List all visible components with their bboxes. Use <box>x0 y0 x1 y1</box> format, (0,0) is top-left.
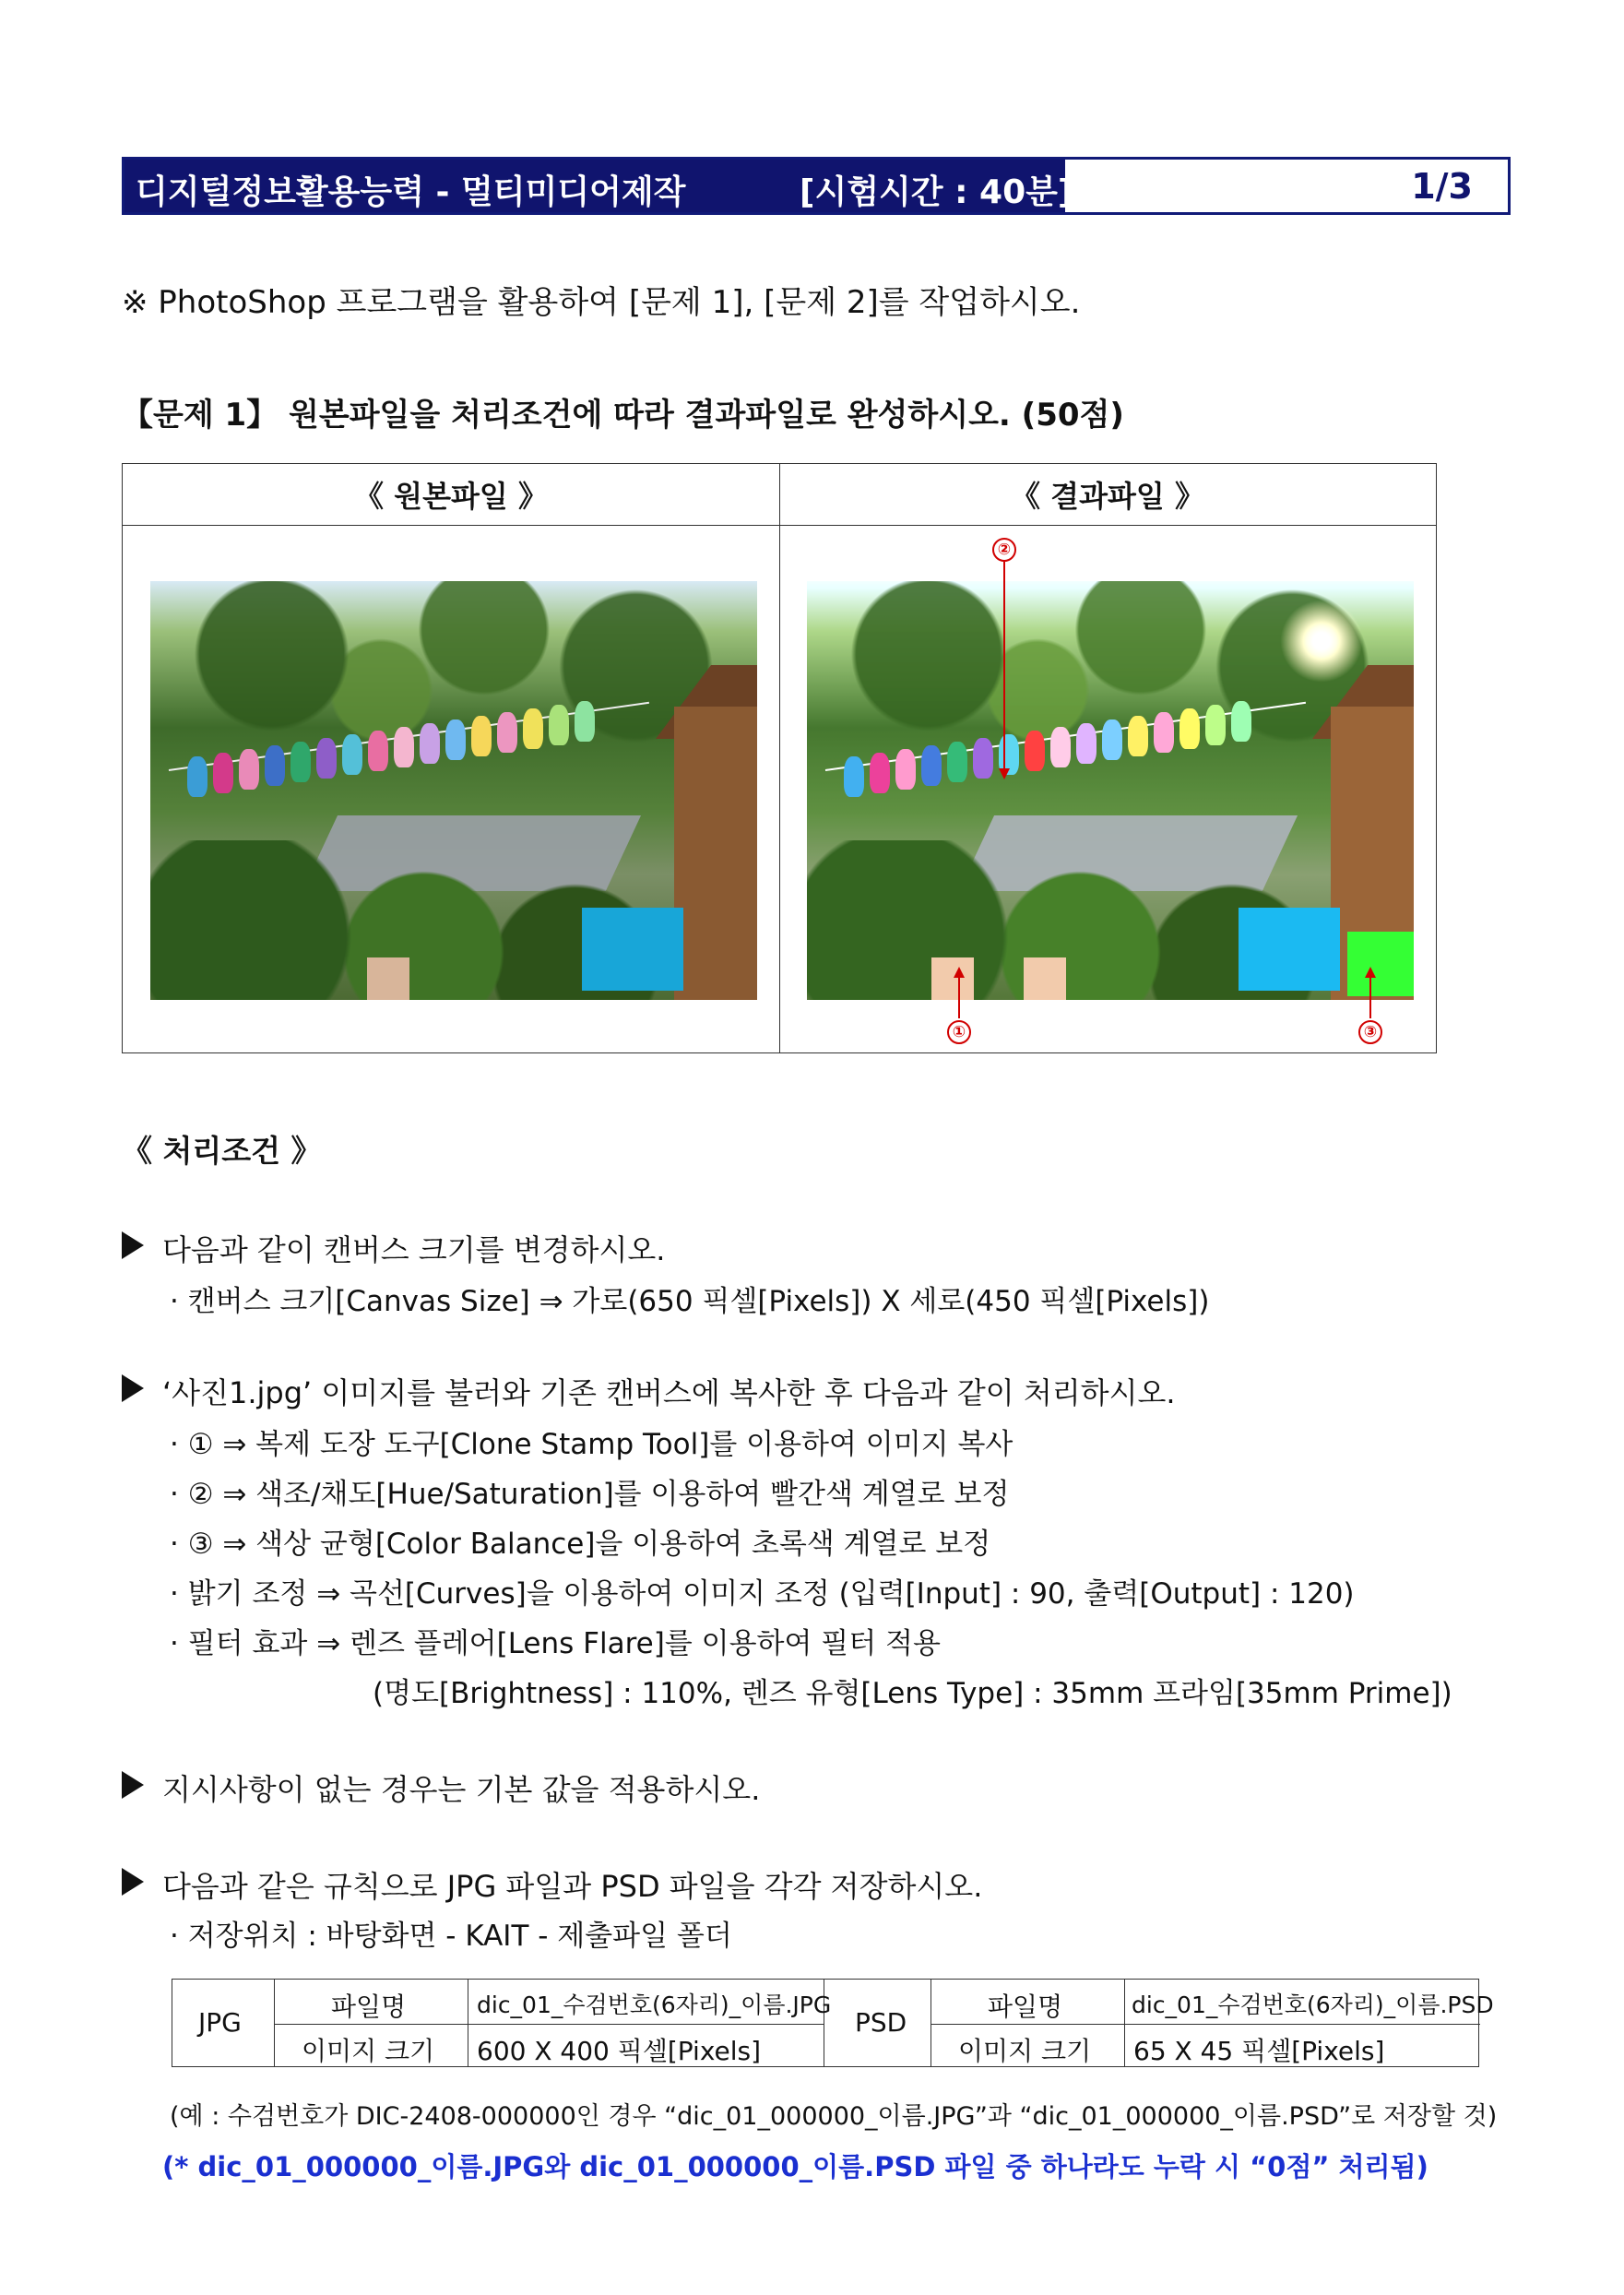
psd-label: PSD <box>855 2007 907 2038</box>
table-divider <box>779 464 780 1052</box>
jpg-label: JPG <box>198 2007 242 2038</box>
marker-1-arrow <box>958 974 960 1018</box>
psd-size: 65 X 45 픽셀[Pixels] <box>1133 2036 1385 2066</box>
green-balanced-area <box>1347 932 1414 996</box>
problem1-title: 【문제 1】 원본파일을 처리조건에 따라 결과파일로 완성하시오. (50점) <box>122 397 1124 434</box>
jpg-size-label: 이미지 크기 <box>302 2036 435 2066</box>
exam-time: [시험시간 : 40분] <box>800 173 1073 211</box>
condition-canvas-detail: · 캔버스 크기[Canvas Size] ⇒ 가로(650 픽셀[Pixels]) X 세로(450 픽셀[Pixels]) <box>170 1285 1210 1318</box>
condition-copy: ‘사진1.jpg’ 이미지를 불러와 기존 캔버스에 복사한 후 다음과 같이 처리하시오. <box>162 1375 1176 1410</box>
condition-color-balance: · ③ ⇒ 색상 균형[Color Balance]을 이용하여 초록색 계열로 보정 <box>170 1528 991 1561</box>
missing-file-warning: (* dic_01_000000_이름.JPG와 dic_01_000000_이름.PSD 파일 중 하나라도 누락 시 “0점” 처리됨) <box>162 2151 1428 2182</box>
page-number: 1/3 <box>1411 166 1473 207</box>
jpg-name-label: 파일명 <box>331 1992 407 2022</box>
conditions-title: 《 처리조건 》 <box>122 1133 322 1169</box>
bullet-triangle-icon <box>122 1231 144 1259</box>
header-title-band <box>124 160 1073 212</box>
condition-save-location: · 저장위치 : 바탕화면 - KAIT - 제출파일 폴더 <box>170 1920 732 1953</box>
psd-filename: dic_01_수검번호(6자리)_이름.PSD <box>1132 1992 1494 2018</box>
marker-1: ① <box>947 1020 971 1044</box>
lens-flare <box>1280 600 1363 683</box>
condition-lens-flare: · 필터 효과 ⇒ 렌즈 플레어[Lens Flare]를 이용하여 필터 적용 <box>170 1627 941 1660</box>
result-photo <box>807 581 1414 1000</box>
exam-header <box>122 157 1511 215</box>
table-divider <box>123 525 1436 526</box>
save-rules-table <box>172 1979 1494 2067</box>
intro-instruction: ※ PhotoShop 프로그램을 활용하여 [문제 1], [문제 2]를 작업하시오. <box>122 284 1081 321</box>
condition-lens-flare-detail: (명도[Brightness] : 110%, 렌즈 유형[Lens Type] : 35mm 프라임[35mm Prime]) <box>373 1677 1452 1710</box>
exam-title: 디지털정보활용능력 - 멀티미디어제작 <box>136 173 686 211</box>
marker-3: ③ <box>1358 1020 1382 1044</box>
jpg-size: 600 X 400 픽셀[Pixels] <box>477 2036 762 2066</box>
result-file-header: 《 결과파일 》 <box>1011 479 1204 514</box>
condition-hue: · ② ⇒ 색조/채도[Hue/Saturation]를 이용하여 빨간색 계열로 보정 <box>170 1478 1010 1511</box>
original-file-header: 《 원본파일 》 <box>354 479 548 514</box>
filename-example: (예 : 수검번호가 DIC-2408-000000인 경우 “dic_01_000000_이름.JPG”과 “dic_01_000000_이름.PSD”로 저장할 것) <box>170 2102 1498 2131</box>
psd-name-label: 파일명 <box>988 1992 1063 2022</box>
jpg-filename: dic_01_수검번호(6자리)_이름.JPG <box>477 1992 832 2018</box>
psd-size-label: 이미지 크기 <box>958 2036 1092 2066</box>
marker-2: ② <box>992 538 1016 562</box>
original-photo <box>150 581 757 1000</box>
bullet-triangle-icon <box>122 1374 144 1402</box>
condition-canvas: 다음과 같이 캔버스 크기를 변경하시오. <box>162 1232 666 1267</box>
marker-2-arrow <box>1003 562 1005 774</box>
bullet-triangle-icon <box>122 1868 144 1896</box>
bullet-triangle-icon <box>122 1771 144 1799</box>
condition-clone: · ① ⇒ 복제 도장 도구[Clone Stamp Tool]를 이용하여 이미지 복사 <box>170 1428 1014 1461</box>
image-compare-table <box>122 463 1437 1053</box>
condition-curves: · 밝기 조정 ⇒ 곡선[Curves]을 이용하여 이미지 조정 (입력[Input] : 90, 출력[Output] : 120) <box>170 1577 1355 1611</box>
condition-save: 다음과 같은 규칙으로 JPG 파일과 PSD 파일을 각각 저장하시오. <box>162 1869 983 1904</box>
marker-3-arrow <box>1369 974 1371 1018</box>
condition-default: 지시사항이 없는 경우는 기본 값을 적용하시오. <box>162 1772 761 1807</box>
